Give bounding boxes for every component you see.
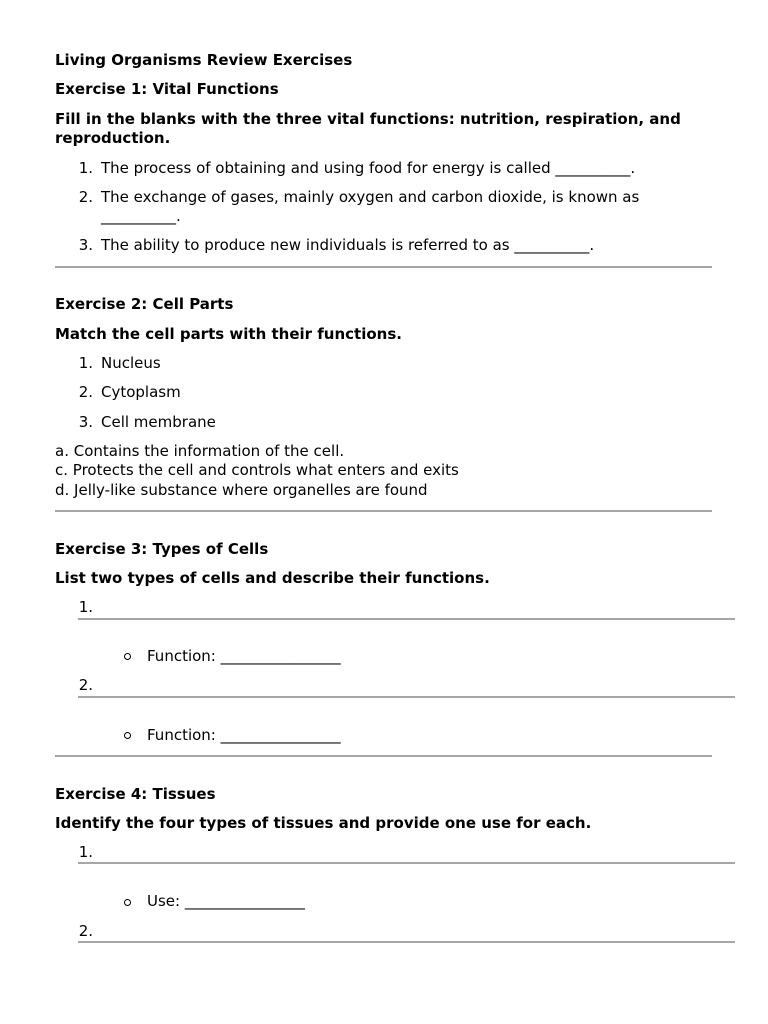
list-number: 2. <box>78 383 93 401</box>
exercise-2-instruction: Match the cell parts with their functions. <box>55 325 402 343</box>
function-blank[interactable]: Function: ________________ <box>147 726 341 744</box>
function-blank[interactable]: Function: ________________ <box>147 647 341 665</box>
use-blank[interactable]: Use: ________________ <box>147 892 305 910</box>
list-number: 2. <box>78 676 93 694</box>
list-item-text: Cytoplasm <box>101 383 181 401</box>
match-option: d. Jelly-like substance where organelles are found <box>55 481 428 499</box>
exercise-1-instruction-line1: Fill in the blanks with the three vital functions: nutrition, respiration, and <box>55 110 681 128</box>
bullet-circle-icon <box>124 653 131 660</box>
list-item-text: Cell membrane <box>101 413 216 431</box>
exercise-3-instruction: List two types of cells and describe their functions. <box>55 569 490 587</box>
match-option: c. Protects the cell and controls what enters and exits <box>55 461 459 479</box>
section-divider <box>55 510 712 512</box>
answer-line[interactable] <box>78 941 735 943</box>
exercise-4-heading: Exercise 4: Tissues <box>55 785 216 803</box>
list-item-text-continued: __________. <box>101 207 181 225</box>
list-item-text: The exchange of gases, mainly oxygen and carbon dioxide, is known as <box>101 188 640 206</box>
exercise-1-heading: Exercise 1: Vital Functions <box>55 80 279 98</box>
list-number: 3. <box>78 413 93 431</box>
list-item-text: The process of obtaining and using food for energy is called __________. <box>101 159 636 177</box>
bullet-circle-icon <box>124 732 131 739</box>
list-number: 1. <box>78 354 93 372</box>
match-option: a. Contains the information of the cell. <box>55 442 345 460</box>
section-divider <box>55 266 712 268</box>
document-title: Living Organisms Review Exercises <box>55 51 353 69</box>
list-item-text: Nucleus <box>101 354 161 372</box>
exercise-1-instruction-line2: reproduction. <box>55 129 171 147</box>
exercise-3-heading: Exercise 3: Types of Cells <box>55 540 269 558</box>
answer-line[interactable] <box>78 618 735 620</box>
list-number: 1. <box>78 598 93 616</box>
list-number: 2. <box>78 188 93 206</box>
bullet-circle-icon <box>124 899 131 906</box>
list-number: 1. <box>78 843 93 861</box>
exercise-4-instruction: Identify the four types of tissues and provide one use for each. <box>55 814 592 832</box>
answer-line[interactable] <box>78 696 735 698</box>
exercise-2-heading: Exercise 2: Cell Parts <box>55 295 234 313</box>
answer-line[interactable] <box>78 862 735 864</box>
list-number: 1. <box>78 159 93 177</box>
list-number: 3. <box>78 236 93 254</box>
list-item-text: The ability to produce new individuals is referred to as __________. <box>101 236 595 254</box>
list-number: 2. <box>78 922 93 940</box>
section-divider <box>55 755 712 757</box>
